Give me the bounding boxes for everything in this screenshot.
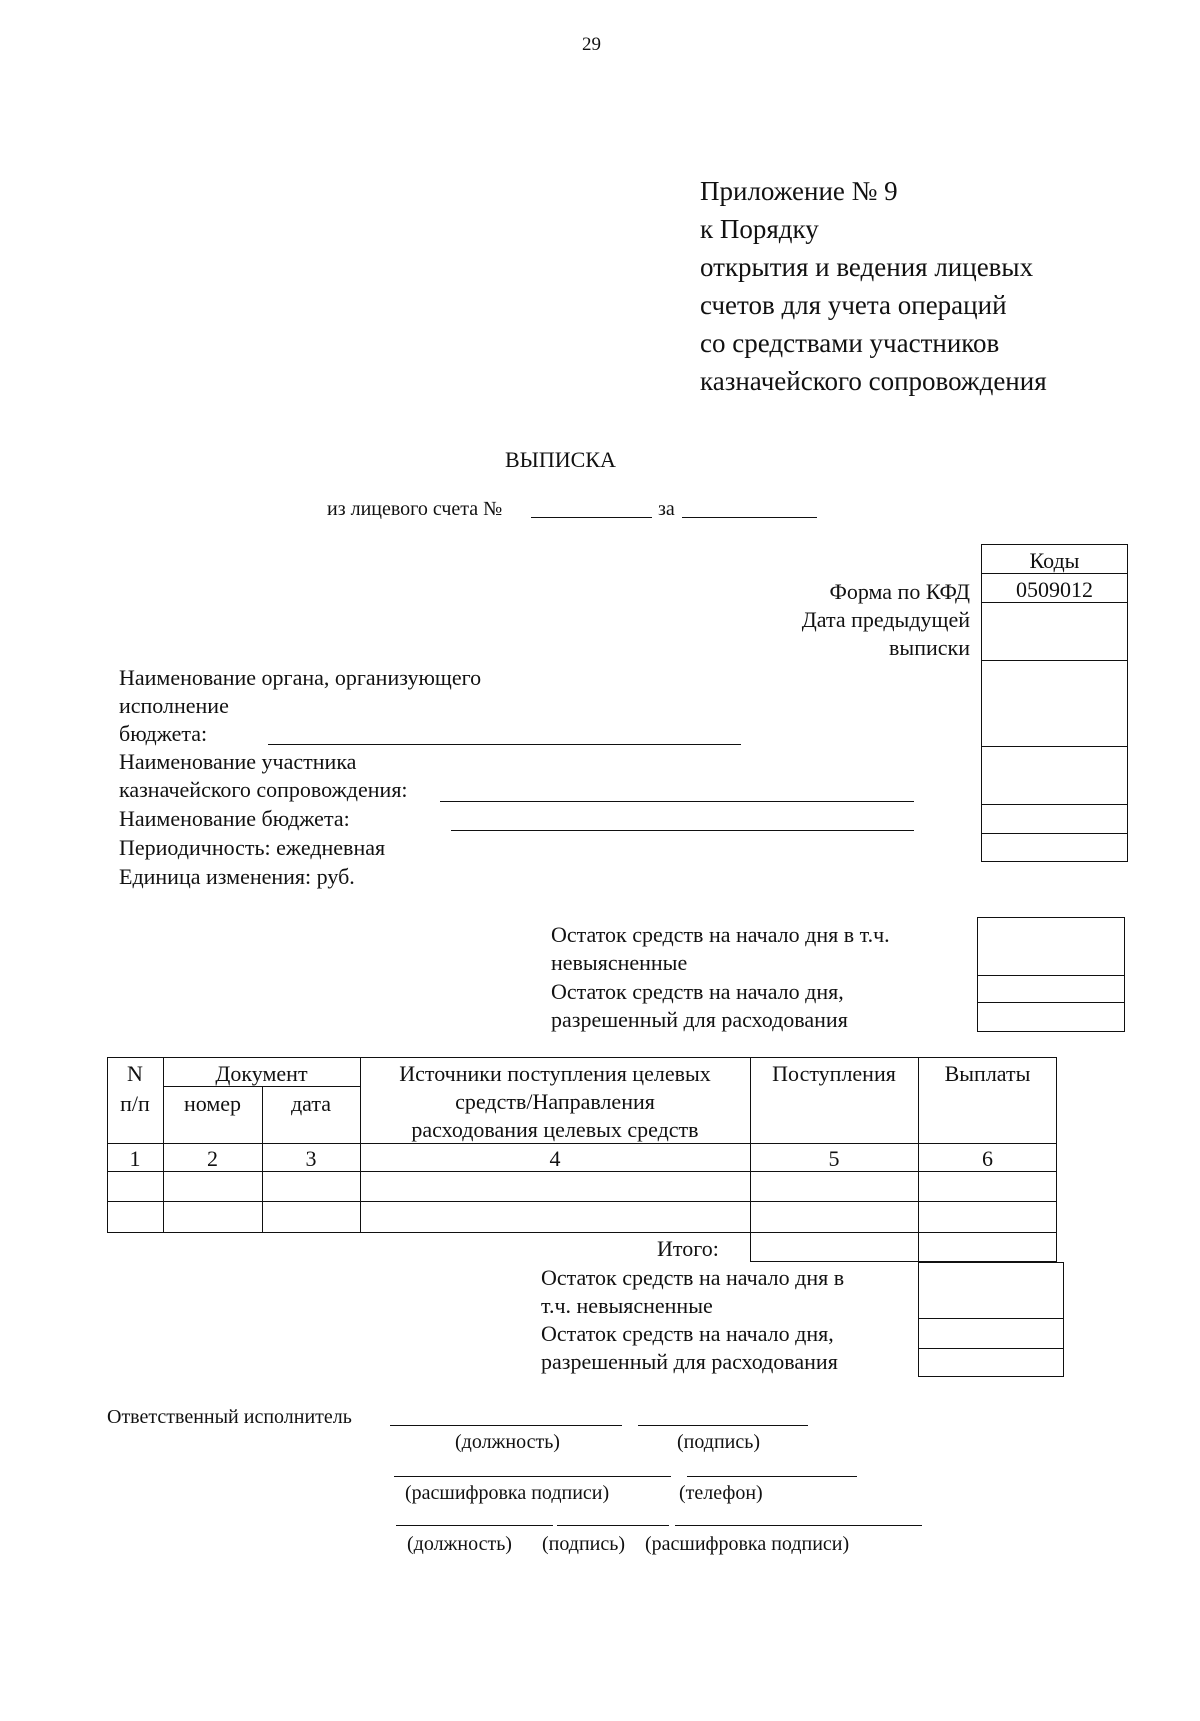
page-number: 29 <box>582 34 601 55</box>
codes-header: Коды <box>1029 548 1080 573</box>
balance-bottom-divider <box>918 1348 1064 1349</box>
periodicity-label: Периодичность: ежедневная <box>119 835 386 860</box>
participant-label: Наименование участника <box>119 749 357 774</box>
table-col-line <box>1056 1233 1057 1262</box>
col-index: 5 <box>828 1146 840 1171</box>
balance-bottom-divider <box>918 1318 1064 1319</box>
bottom-position-field <box>396 1525 553 1526</box>
balance-bottom-line: Остаток средств на начало дня, <box>541 1321 834 1346</box>
balance-bottom-line: разрешенный для расходования <box>541 1349 838 1374</box>
document-title: ВЫПИСКА <box>505 447 616 472</box>
col-n-header: п/п <box>120 1091 150 1116</box>
signature-field <box>638 1425 808 1426</box>
balance-bottom-box <box>918 1262 1064 1377</box>
bottom-signature-field <box>557 1525 669 1526</box>
position-caption: (должность) <box>455 1431 560 1453</box>
codes-divider <box>981 746 1128 747</box>
col-index: 3 <box>305 1146 317 1171</box>
bottom-decoding-caption: (расшифровка подписи) <box>645 1533 850 1555</box>
col-date-header: дата <box>290 1091 332 1116</box>
prev-date-label: Дата предыдущей <box>801 607 970 632</box>
col-n-header: N <box>127 1061 143 1086</box>
balance-top-divider <box>977 1002 1125 1003</box>
participant-field <box>440 801 914 802</box>
bottom-decoding-field <box>675 1525 922 1526</box>
col-index: 2 <box>207 1146 218 1171</box>
phone-field <box>687 1476 857 1477</box>
bottom-position-caption: (должность) <box>407 1533 512 1555</box>
codes-divider <box>981 602 1128 603</box>
balance-top-line: разрешенный для расходования <box>551 1007 848 1032</box>
appendix-line: открытия и ведения лицевых <box>700 252 1034 282</box>
subtitle-for-label: за <box>658 498 675 520</box>
unit-label: Единица изменения: руб. <box>119 864 355 889</box>
col-payments-header: Выплаты <box>944 1061 1031 1086</box>
form-label: Форма по КФД <box>829 579 970 604</box>
codes-divider <box>981 573 1128 574</box>
balance-bottom-line: т.ч. невыясненные <box>541 1293 713 1318</box>
budget-name-field <box>451 830 914 831</box>
codes-divider <box>981 660 1128 661</box>
account-number-field <box>531 517 652 518</box>
balance-top-line: невыясненные <box>551 950 688 975</box>
bottom-signature-caption: (подпись) <box>542 1533 626 1555</box>
appendix-line: счетов для учета операций <box>700 290 1007 320</box>
prev-date-label: выписки <box>889 635 970 660</box>
codes-divider <box>981 804 1128 805</box>
appendix-line: со средствами участников <box>700 328 1000 358</box>
balance-top-line: Остаток средств на начало дня в т.ч. <box>551 922 890 947</box>
col-number-header: номер <box>183 1091 242 1116</box>
col-index: 4 <box>549 1146 561 1171</box>
table-row-line <box>107 1143 1057 1144</box>
table-row-line <box>107 1201 1057 1202</box>
org-label: бюджета: <box>119 721 208 746</box>
appendix-line: к Порядку <box>700 214 819 244</box>
signature-caption: (подпись) <box>677 1431 761 1453</box>
col-index: 6 <box>982 1146 993 1171</box>
org-label: Наименование органа, организующего <box>119 665 482 690</box>
budget-name-label: Наименование бюджета: <box>119 806 350 831</box>
col-sources-header: расходования целевых средств <box>411 1117 699 1142</box>
col-document-header: Документ <box>215 1061 308 1086</box>
decoding-caption: (расшифровка подписи) <box>405 1482 610 1504</box>
org-field <box>268 744 741 745</box>
col-receipts-header: Поступления <box>772 1061 896 1086</box>
position-field <box>390 1425 622 1426</box>
form-code-value: 0509012 <box>1016 577 1093 602</box>
responsible-label: Ответственный исполнитель <box>107 1406 352 1428</box>
col-sources-header: средств/Направления <box>455 1089 655 1114</box>
balance-bottom-line: Остаток средств на начало дня в <box>541 1265 845 1290</box>
participant-label: казначейского сопровождения: <box>119 777 408 802</box>
org-label: исполнение <box>119 693 229 718</box>
balance-top-line: Остаток средств на начало дня, <box>551 979 844 1004</box>
appendix-line: казначейского сопровождения <box>700 366 1047 396</box>
decoding-field <box>394 1476 671 1477</box>
balance-top-divider <box>977 975 1125 976</box>
subtitle-prefix: из лицевого счета № <box>327 498 503 520</box>
total-label: Итого: <box>657 1236 719 1261</box>
col-index: 1 <box>129 1146 141 1171</box>
codes-divider <box>981 833 1128 834</box>
period-field <box>682 517 817 518</box>
phone-caption: (телефон) <box>679 1482 763 1504</box>
col-sources-header: Источники поступления целевых <box>399 1061 711 1086</box>
appendix-line: Приложение № 9 <box>700 176 898 206</box>
